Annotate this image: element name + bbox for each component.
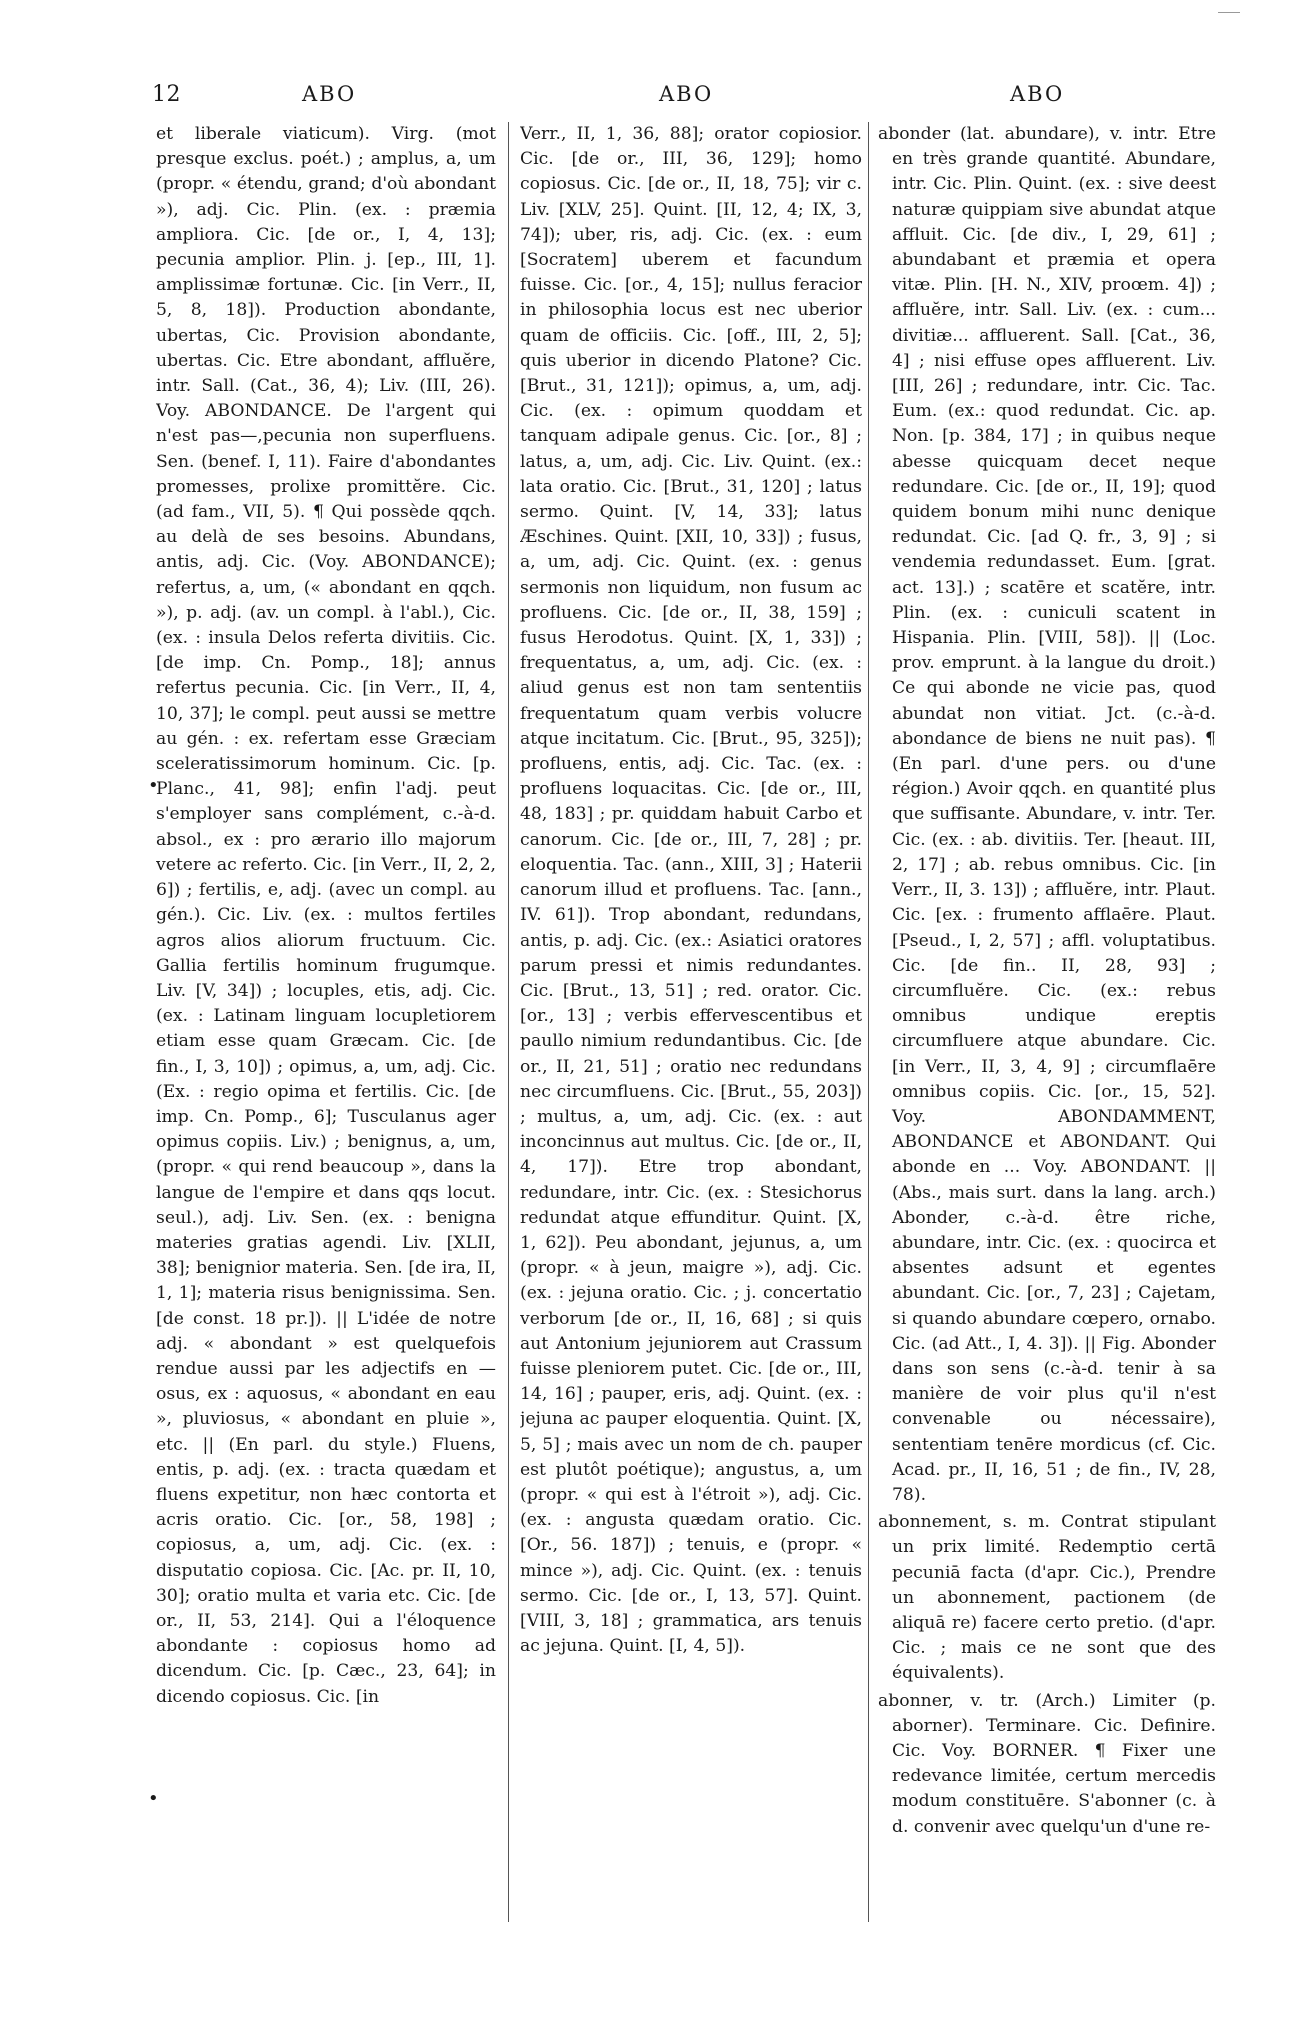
running-head-right: ABO [1010,82,1065,106]
column-2 [520,122,862,1922]
column-1 [156,122,496,1922]
column-divider [508,122,509,1922]
margin-mark: • [148,1788,159,1809]
entry-abonner: abonner, v. tr. (Arch.) Limiter (p. aborner). Terminare. Cic. Definire. Cic. Voy. BORNER. ¶ Fixer une redevance limitée, certum mercedis modum constituēre. S'abonner (c. à d. convenir avec quelqu'un d'une re- [878,1690,1216,1837]
scan-mark [1218,12,1240,13]
margin-mark: • [148,775,159,796]
column-divider [868,122,869,1922]
entry-abonnement: abonnement, s. m. Contrat stipulant un prix limité. Redemptio certā pecuniā facta (d'apr. Cic.), Prendre un abonnement, pactionem (de aliquā re) facere certo pretio. (d'apr. Cic. ; mais ce ne sont que des équivalents). [878,1512,1216,1684]
page-number: 12 [152,82,181,107]
entry-text: et liberale viaticum). Virg. (mot presque exclus. poét.) ; amplus, a, um (propr. « étendu, grand; d'où abondant »), adj. Cic. Plin. (ex. : præmia ampliora. Cic. [de or., I, 4, 13]; pecunia amplior. Plin. j. [ep., III, 1]. amplissimæ fortunæ. Cic. [in Verr., II, 5, 8, 18]). Production abondante, ubertas, Cic. Provision abondante, ubertas. Cic. Etre abondant, affluĕre, intr. Sall. (Cat., 36, 4); Liv. (III, 26). Voy. ABONDANCE. De l'argent qui n'est pas—,pecunia non superfluens. Sen. (benef. I, 11). Faire d'abondantes promesses, prolixe promittĕre. Cic. (ad fam., VII, 5). ¶ Qui possède qqch. au delà de ses besoins. Abundans, antis, adj. Cic. (Voy. ABONDANCE); refertus, a, um, (« abondant en qqch. »), p. adj. (av. un compl. à l'abl.), Cic. (ex. : insula Delos referta divitiis. Cic. [de imp. Cn. Pomp., 18]; annus refertus pecunia. Cic. [in Verr., II, 4, 10, 37]; le compl. peut aussi se mettre au gén. : ex. refertam esse Græciam sceleratissimorum hominum. Cic. [p. Planc., 41, 98]; enfin l'adj. peut s'employer sans complément, c.-à-d. absol., ex : pro ærario illo majorum vetere ac referto. Cic. [in Verr., II, 2, 2, 6]) ; fertilis, e, adj. (avec un compl. au gén.). Cic. Liv. (ex. : multos fertiles agros alios aliorum fructuum. Cic. Gallia fertilis hominum frugumque. Liv. [V, 34]) ; locuples, etis, adj. Cic. (ex. : Latinam linguam locupletiorem etiam esse quam Græcam. Cic. [de fin., I, 3, 10]) ; opimus, a, um, adj. Cic. (Ex. : regio opima et fertilis. Cic. [de imp. Cn. Pomp., 6]; Tusculanus ager opimus copiis. Liv.) ; benignus, a, um, (propr. « qui rend beaucoup », dans la langue de l'empire et dans qqs locut. seul.), adj. Liv. Sen. (ex. : benigna materies gratias agendi. Liv. [XLII, 38]; benignior materia. Sen. [de ira, II, 1, 1]; materia risus benignissima. Sen. [de const. 18 pr.]). || L'idée de notre adj. « abondant » est quelquefois rendue aussi par les adjectifs en — osus, ex : aquosus, « abondant en eau », pluviosus, « abondant en pluie », etc. || (En parl. du style.) Fluens, entis, p. adj. (ex. : tracta quædam et fluens expetitur, non hæc contorta et acris oratio. Cic. [or., 58, 198] ; copiosus, a, um, adj. Cic. (ex. : disputatio copiosa. Cic. [Ac. pr. II, 10, 30]; oratio multa et varia etc. Cic. [de or., II, 53, 214]. Qui a l'éloquence abondante : copiosus homo ad dicendum. Cic. [p. Cæc., 23, 64]; in dicendo copiosus. Cic. [in [156,124,496,1707]
running-head-left: ABO [302,82,357,106]
column-3 [878,122,1216,1922]
running-head-center: ABO [659,82,714,106]
entry-abonder: abonder (lat. abundare), v. intr. Etre en très grande quantité. Abundare, intr. Cic. Plin. Quint. (ex. : sive deest naturæ quippiam sive abundat atque affluit. Cic. [de div., I, 29, 61] ; abundabant et præmia et opera vitæ. Plin. [H. N., XIV, proœm. 4]) ; affluĕre, intr. Sall. Liv. (ex. : cum... divitiæ... affluerent. Sall. [Cat., 36, 4] ; nisi effuse opes affluerent. Liv. [III, 26] ; redundare, intr. Cic. Tac. Eum. (ex.: quod redundat. Cic. ap. Non. [p. 384, 17] ; in quibus neque abesse quicquam decet neque redundare. Cic. [de or., II, 19]; quod quidem bonum mihi nunc denique redundat. Cic. [ad Q. fr., 3, 9] ; si vendemia redundasset. Eum. [grat. act. 13].) ; scatēre et scatĕre, intr. Plin. (ex. : cuniculi scatent in Hispania. Plin. [VIII, 58]). || (Loc. prov. emprunt. à la langue du droit.) Ce qui abonde ne vicie pas, quod abundat non vitiat. Jct. (c.-à-d. abondance de biens ne nuit pas). ¶ (En parl. d'une pers. ou d'une région.) Avoir qqch. en quantité plus que suffisante. Abundare, v. intr. Ter. Cic. (ex. : ab. divitiis. Ter. [heaut. III, 2, 17] ; ab. rebus omnibus. Cic. [in Verr., II, 3. 13]) ; affluĕre, intr. Plaut. Cic. [ex. : frumento afflaēre. Plaut. [Pseud., I, 2, 57] ; affl. voluptatibus. Cic. [de fin.. II, 28, 93] ; circumfluĕre. Cic. (ex.: rebus omnibus undique ereptis circumfluere atque abundare. Cic. [in Verr., II, 3, 4, 9] ; circumflaēre omnibus copiis. Cic. [or., 15, 52]. Voy. ABONDAMMENT, ABONDANCE et ABONDANT. Qui abonde en ... Voy. ABONDANT. || (Abs., mais surt. dans la lang. arch.) Abonder, c.-à-d. être riche, abundare, intr. Cic. (ex. : quocirca et absentes adsunt et egentes abundant. Cic. [or., 7, 23] ; Cajetam, si quando abundare cœpero, ornabo. Cic. (ad Att., I, 4. 3]). || Fig. Abonder dans son sens (c.-à-d. tenir à sa manière de voir plus qu'il n'est convenable ou nécessaire), sententiam tenēre mordicus (cf. Cic. Acad. pr., II, 16, 51 ; de fin., IV, 28, 78). [878,124,1216,1505]
entry-text: Verr., II, 1, 36, 88]; orator copiosior. Cic. [de or., III, 36, 129]; homo copiosus. Cic. [de or., II, 18, 75]; vir c. Liv. [XLV, 25]. Quint. [II, 12, 4; IX, 3, 74]); uber, ris, adj. Cic. (ex. : eum [Socratem] uberem et facundum fuisse. Cic. [or., 4, 15]; nullus feracior in philosophia locus est nec uberior quam de officiis. Cic. [off., III, 2, 5]; quis uberior in dicendo Platone? Cic. [Brut., 31, 121]); opimus, a, um, adj. Cic. (ex. : opimum quoddam et tanquam adipale genus. Cic. [or., 8] ; latus, a, um, adj. Cic. Liv. Quint. (ex.: lata oratio. Cic. [Brut., 31, 120] ; latus sermo. Quint. [V, 14, 33]; latus Æschines. Quint. [XII, 10, 33]) ; fusus, a, um, adj. Cic. Quint. (ex. : genus sermonis non liquidum, non fusum ac profluens. Cic. [de or., II, 38, 159] ; fusus Herodotus. Quint. [X, 1, 33]) ; frequentatus, a, um, adj. Cic. (ex. : aliud genus est non tam sententiis frequentatum quam verbis volucre atque incitatum. Cic. [Brut., 95, 325]); profluens, entis, adj. Cic. Tac. (ex. : profluens loquacitas. Cic. [de or., III, 48, 183] ; pr. quiddam habuit Carbo et canorum. Cic. [de or., III, 7, 28] ; pr. eloquentia. Tac. (ann., XIII, 3] ; Haterii canorum illud et profluens. Tac. [ann., IV. 61]). Trop abondant, redundans, antis, p. adj. Cic. (ex.: Asiatici oratores parum pressi et nimis redundantes. Cic. [Brut., 13, 51] ; red. orator. Cic. [or., 13] ; verbis effervescentibus et paullo nimium redundantibus. Cic. [de or., II, 21, 51] ; oratio nec redundans nec circumfluens. Cic. [Brut., 55, 203]) ; multus, a, um, adj. Cic. (ex. : aut inconcinnus aut multus. Cic. [de or., II, 4, 17]). Etre trop abondant, redundare, intr. Cic. (ex. : Stesichorus redundat atque effunditur. Quint. [X, 1, 62]). Peu abondant, jejunus, a, um (propr. « à jeun, maigre »), adj. Cic. (ex. : jejuna oratio. Cic. ; j. concertatio verborum [de or., II, 16, 68] ; si quis aut Antonium jejuniorem aut Crassum fuisse pleniorem putet. Cic. [de or., III, 14, 16] ; pauper, eris, adj. Quint. (ex. : jejuna ac pauper eloquentia. Quint. [X, 5, 5] ; mais avec un nom de ch. pauper est plutôt poétique); angustus, a, um (propr. « qui est à l'étroit »), adj. Cic. (ex. : angusta quædam oratio. Cic. [Or., 56. 187]) ; tenuis, e (propr. « mince »), adj. Cic. Quint. (ex. : tenuis sermo. Cic. [de or., I, 13, 57]. Quint. [VIII, 3, 18] ; grammatica, ars tenuis ac jejuna. Quint. [I, 4, 5]). [520,124,862,1657]
